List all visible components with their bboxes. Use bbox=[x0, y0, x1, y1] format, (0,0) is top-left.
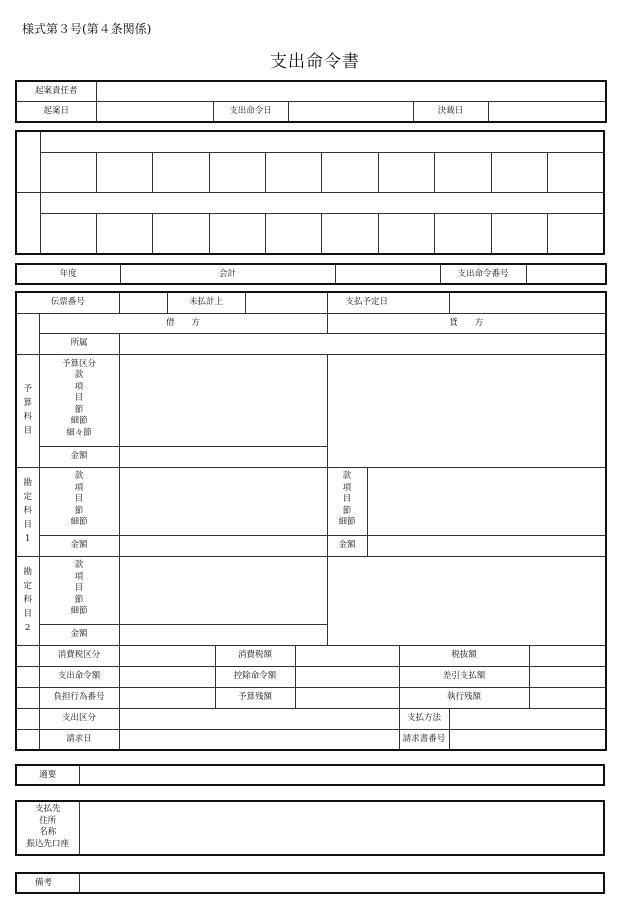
budget-item-label: 細節 bbox=[70, 416, 88, 427]
unpaid-field[interactable] bbox=[245, 292, 327, 313]
blank-corner bbox=[16, 313, 39, 354]
decision-date-label: 決裁日 bbox=[413, 102, 488, 123]
order-amount-field[interactable] bbox=[119, 666, 215, 687]
account1-title-char: 目 bbox=[23, 519, 32, 530]
account1-amount-label: 金額 bbox=[39, 535, 119, 556]
account2-title-char: 定 bbox=[23, 581, 32, 592]
account2-credit-field[interactable] bbox=[327, 556, 606, 645]
account2-title-char: 科 bbox=[23, 595, 32, 606]
unpaid-label: 未払計上 bbox=[167, 292, 245, 313]
account1-item-label: 款 bbox=[74, 471, 84, 482]
account1-credit-item-label: 項 bbox=[342, 482, 352, 493]
stamp-box[interactable] bbox=[491, 213, 547, 254]
drafter-label: 起案責任者 bbox=[16, 81, 96, 102]
account2-title-char: 勘 bbox=[23, 567, 32, 578]
affiliation-label: 所属 bbox=[39, 333, 119, 354]
accounting-table bbox=[15, 291, 607, 751]
payee-label: 名称 bbox=[39, 827, 57, 837]
deduction-label: 控除命令額 bbox=[215, 666, 295, 687]
stamp-box[interactable] bbox=[96, 152, 152, 192]
order-date-label: 支出命令日 bbox=[213, 102, 288, 123]
payee-label: 支払先 bbox=[34, 804, 61, 814]
payment-method-label: 支払方法 bbox=[399, 708, 449, 729]
account2-item-label: 款 bbox=[74, 560, 84, 571]
stamp-box[interactable] bbox=[96, 213, 152, 254]
budget-item-label: 目 bbox=[74, 393, 84, 404]
net-payment-label: 差引支払額 bbox=[399, 666, 529, 687]
budget-title-char: 科 bbox=[23, 412, 32, 422]
execution-balance-label: 執行残額 bbox=[399, 687, 529, 708]
stamp-box[interactable] bbox=[322, 152, 378, 192]
stamp-group-2-header bbox=[16, 192, 40, 254]
fiscal-year-table bbox=[15, 263, 607, 285]
debit-header: 借 方 bbox=[39, 313, 327, 333]
decision-date-field[interactable] bbox=[488, 102, 606, 123]
stamp-box[interactable] bbox=[40, 213, 96, 254]
invoice-number-field[interactable] bbox=[449, 729, 606, 750]
form-number: 様式第３号(第４条関係) bbox=[22, 22, 152, 36]
account2-item-label: 節 bbox=[74, 594, 84, 605]
stamp-box[interactable] bbox=[322, 213, 378, 254]
remarks-field[interactable] bbox=[79, 873, 604, 893]
account1-credit-item-label: 節 bbox=[342, 505, 352, 516]
draft-date-field[interactable] bbox=[96, 102, 213, 123]
budget-title-char: 目 bbox=[23, 425, 32, 436]
account1-amount-field[interactable] bbox=[119, 535, 327, 556]
budget-title-char: 予 bbox=[23, 384, 32, 395]
payee-label: 振込先口座 bbox=[26, 838, 69, 849]
account-label: 会計 bbox=[120, 264, 335, 284]
budget-item-label: 予算区分 bbox=[62, 358, 97, 369]
budget-item-label: 節 bbox=[74, 404, 84, 415]
account1-credit-field[interactable] bbox=[367, 467, 606, 535]
order-date-field[interactable] bbox=[288, 102, 413, 123]
draft-table bbox=[15, 80, 607, 123]
row-margin bbox=[16, 645, 39, 666]
account1-item-labels bbox=[39, 467, 119, 535]
tax-amount-field[interactable] bbox=[295, 645, 399, 666]
account2-item-label: 目 bbox=[74, 583, 84, 594]
stamp-box[interactable] bbox=[266, 213, 322, 254]
payee-labels bbox=[16, 801, 79, 855]
account-field[interactable] bbox=[335, 264, 440, 284]
order-number-field[interactable] bbox=[526, 264, 606, 284]
account2-debit-field[interactable] bbox=[119, 556, 327, 624]
net-payment-field[interactable] bbox=[529, 666, 606, 687]
account1-item-label: 目 bbox=[74, 494, 84, 505]
stamp-box[interactable] bbox=[378, 213, 434, 254]
stamp-box[interactable] bbox=[153, 213, 209, 254]
remarks-table bbox=[15, 872, 605, 894]
stamp-box[interactable] bbox=[266, 152, 322, 192]
account1-section-title bbox=[16, 467, 39, 556]
draft-date-label: 起案日 bbox=[16, 102, 96, 123]
payee-table bbox=[15, 800, 605, 856]
account1-credit-item-label: 款 bbox=[342, 471, 352, 482]
budget-item-label: 細々節 bbox=[66, 427, 92, 438]
budget-item-labels bbox=[39, 354, 119, 446]
summary-field[interactable] bbox=[79, 765, 604, 785]
execution-balance-field[interactable] bbox=[529, 687, 606, 708]
drafter-field[interactable] bbox=[96, 81, 606, 102]
billing-date-field[interactable] bbox=[119, 729, 399, 750]
scheduled-payment-field[interactable] bbox=[449, 292, 606, 313]
row-margin bbox=[16, 666, 39, 687]
tax-category-field[interactable] bbox=[119, 645, 215, 666]
summary-label: 適要 bbox=[16, 765, 79, 785]
budget-amount-field[interactable] bbox=[119, 446, 327, 467]
account1-item-label: 節 bbox=[74, 505, 84, 516]
order-number-label: 支出命令番号 bbox=[440, 264, 526, 284]
document-title: 支出命令書 bbox=[270, 52, 360, 72]
budget-amount-label: 金額 bbox=[39, 446, 119, 467]
stamp-box[interactable] bbox=[153, 152, 209, 192]
account2-item-label: 細節 bbox=[70, 606, 88, 617]
account2-section-title bbox=[16, 556, 39, 645]
row-margin bbox=[16, 708, 39, 729]
account1-credit-item-label: 細節 bbox=[338, 517, 356, 528]
row-margin bbox=[16, 687, 39, 708]
affiliation-field[interactable] bbox=[119, 333, 606, 354]
account1-title-char: 1 bbox=[25, 533, 31, 544]
scheduled-payment-label: 支払予定日 bbox=[327, 292, 449, 313]
payment-method-field[interactable] bbox=[449, 708, 606, 729]
account1-title-char: 定 bbox=[23, 492, 32, 503]
row-margin bbox=[16, 729, 39, 750]
stamp-box[interactable] bbox=[435, 152, 491, 192]
account2-item-label: 項 bbox=[74, 571, 84, 582]
account1-title-char: 勘 bbox=[23, 478, 32, 489]
invoice-number-label: 請求書番号 bbox=[399, 729, 449, 750]
budget-balance-field[interactable] bbox=[295, 687, 399, 708]
stamp-box[interactable] bbox=[378, 152, 434, 192]
stamp-box[interactable] bbox=[209, 213, 265, 254]
tax-excluded-label: 税抜額 bbox=[399, 645, 529, 666]
credit-header: 貸 方 bbox=[327, 313, 606, 333]
stamp-group-1-header bbox=[16, 131, 40, 192]
remarks-label: 備考 bbox=[16, 873, 79, 893]
stamp-box[interactable] bbox=[548, 152, 604, 192]
budget-debit-field[interactable] bbox=[119, 354, 327, 446]
stamp-box[interactable] bbox=[40, 152, 96, 192]
stamp-box[interactable] bbox=[435, 213, 491, 254]
account1-item-label: 項 bbox=[74, 482, 84, 493]
budget-credit-field[interactable] bbox=[327, 354, 606, 467]
account2-amount-label: 金額 bbox=[39, 624, 119, 645]
account2-item-labels bbox=[39, 556, 119, 624]
payee-label: 住所 bbox=[39, 815, 57, 826]
tax-category-label: 消費税区分 bbox=[39, 645, 119, 666]
voucher-number-label: 伝票番号 bbox=[16, 292, 119, 313]
payee-field[interactable] bbox=[79, 801, 604, 855]
voucher-number-field[interactable] bbox=[119, 292, 167, 313]
budget-section-title bbox=[16, 354, 39, 467]
stamp-box[interactable] bbox=[548, 213, 604, 254]
account1-credit-item-label: 目 bbox=[342, 494, 352, 505]
tax-excluded-field[interactable] bbox=[529, 645, 606, 666]
account2-amount-field[interactable] bbox=[119, 624, 327, 645]
expense-category-label: 支出区分 bbox=[39, 708, 119, 729]
account1-item-label: 細節 bbox=[70, 517, 88, 528]
account1-credit-amount-field[interactable] bbox=[367, 535, 606, 556]
account1-credit-amount-label: 金額 bbox=[327, 535, 367, 556]
stamp-title-row-1[interactable] bbox=[40, 131, 604, 152]
expense-category-field[interactable] bbox=[119, 708, 399, 729]
budget-balance-label: 予算残額 bbox=[215, 687, 295, 708]
budget-title-char: 算 bbox=[23, 398, 32, 409]
budget-item-label: 項 bbox=[74, 381, 84, 392]
account1-title-char: 科 bbox=[23, 506, 32, 517]
summary-table bbox=[15, 764, 605, 786]
approval-stamp-grid bbox=[15, 130, 605, 255]
stamp-box[interactable] bbox=[491, 152, 547, 192]
burden-number-label: 負担行為番号 bbox=[39, 687, 119, 708]
account2-title-char: 2 bbox=[25, 622, 31, 633]
year-label: 年度 bbox=[16, 264, 120, 284]
account1-debit-field[interactable] bbox=[119, 467, 327, 535]
billing-date-label: 請求日 bbox=[39, 729, 119, 750]
order-amount-label: 支出命令額 bbox=[39, 666, 119, 687]
deduction-field[interactable] bbox=[295, 666, 399, 687]
burden-number-field[interactable] bbox=[119, 687, 215, 708]
stamp-title-row-2[interactable] bbox=[40, 192, 604, 213]
tax-amount-label: 消費税額 bbox=[215, 645, 295, 666]
stamp-box[interactable] bbox=[209, 152, 265, 192]
account1-credit-item-labels bbox=[327, 467, 367, 535]
budget-item-label: 款 bbox=[74, 370, 84, 381]
account2-title-char: 目 bbox=[23, 608, 32, 619]
